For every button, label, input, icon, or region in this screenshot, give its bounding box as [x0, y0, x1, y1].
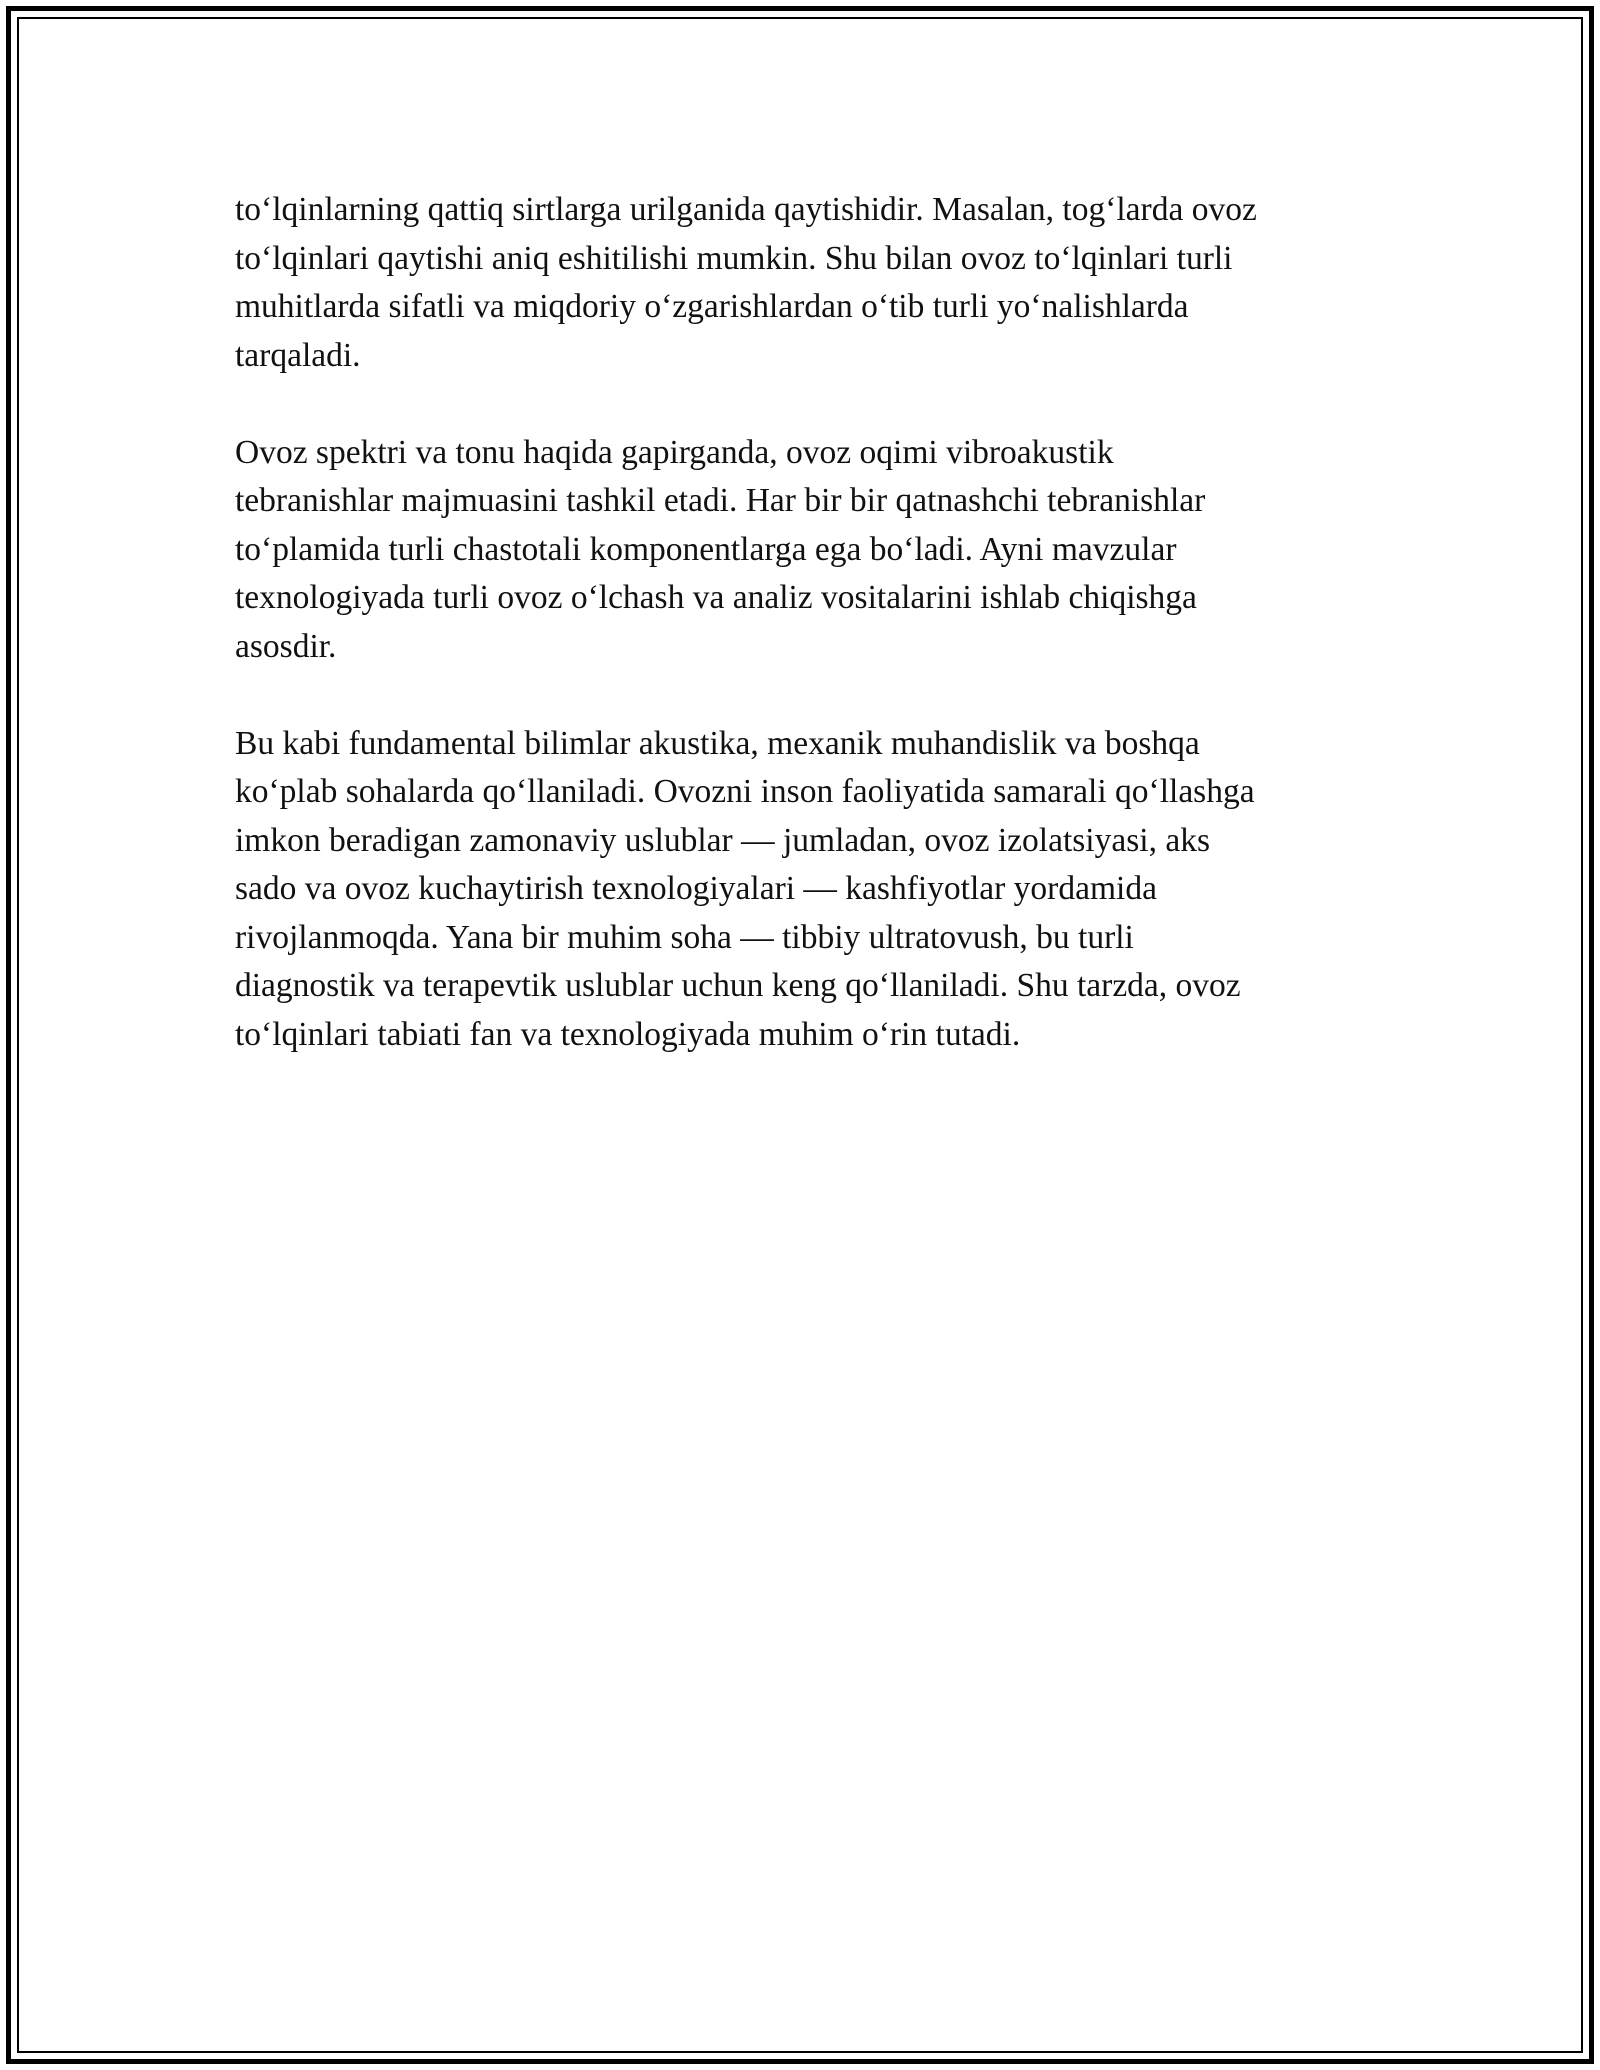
paragraph-reflection: to‘lqinlarning qattiq sirtlarga urilganida qaytishidir. Masalan, tog‘larda ovoz to‘lqinlari qaytishi aniq eshitilishi mumkin. Shu bilan ovoz to‘lqinlari turli muhitlarda sifatli va miqdoriy o‘zgarishlardan o‘tib turli yo‘nalishlarda tarqaladi.: [235, 191, 1257, 374]
document-body: [235, 186, 1365, 1108]
paragraph-applications: Bu kabi fundamental bilimlar akustika, mexanik muhandislik va boshqa ko‘plab sohalarda qo‘llaniladi. Ovozni inson faoliyatida samarali qo‘llashga imkon beradigan zamonaviy uslublar — jumladan, ovoz izolatsiyasi, aks sado va ovoz kuchaytirish texnologiyalari — kashfiyotlar yordamida rivojlanmoqda. Yana bir muhim soha — tibbiy ultratovush, bu turli diagnostik va terapevtik uslublar uchun keng qo‘llaniladi. Shu tarzda, ovoz to‘lqinlari tabiati fan va texnologiyada muhim o‘rin tutadi.: [235, 724, 1255, 1053]
paragraph-spectrum: Ovoz spektri va tonu haqida gapirganda, ovoz oqimi vibroakustik tebranishlar majmuasini tashkil etadi. Har bir bir qatnashchi tebranishlar to‘plamida turli chastotali komponentlarga ega bo‘ladi. Ayni mavzular texnologiyada turli ovoz o‘lchash va analiz vositalarini ishlab chiqishga asosdir.: [235, 433, 1206, 665]
